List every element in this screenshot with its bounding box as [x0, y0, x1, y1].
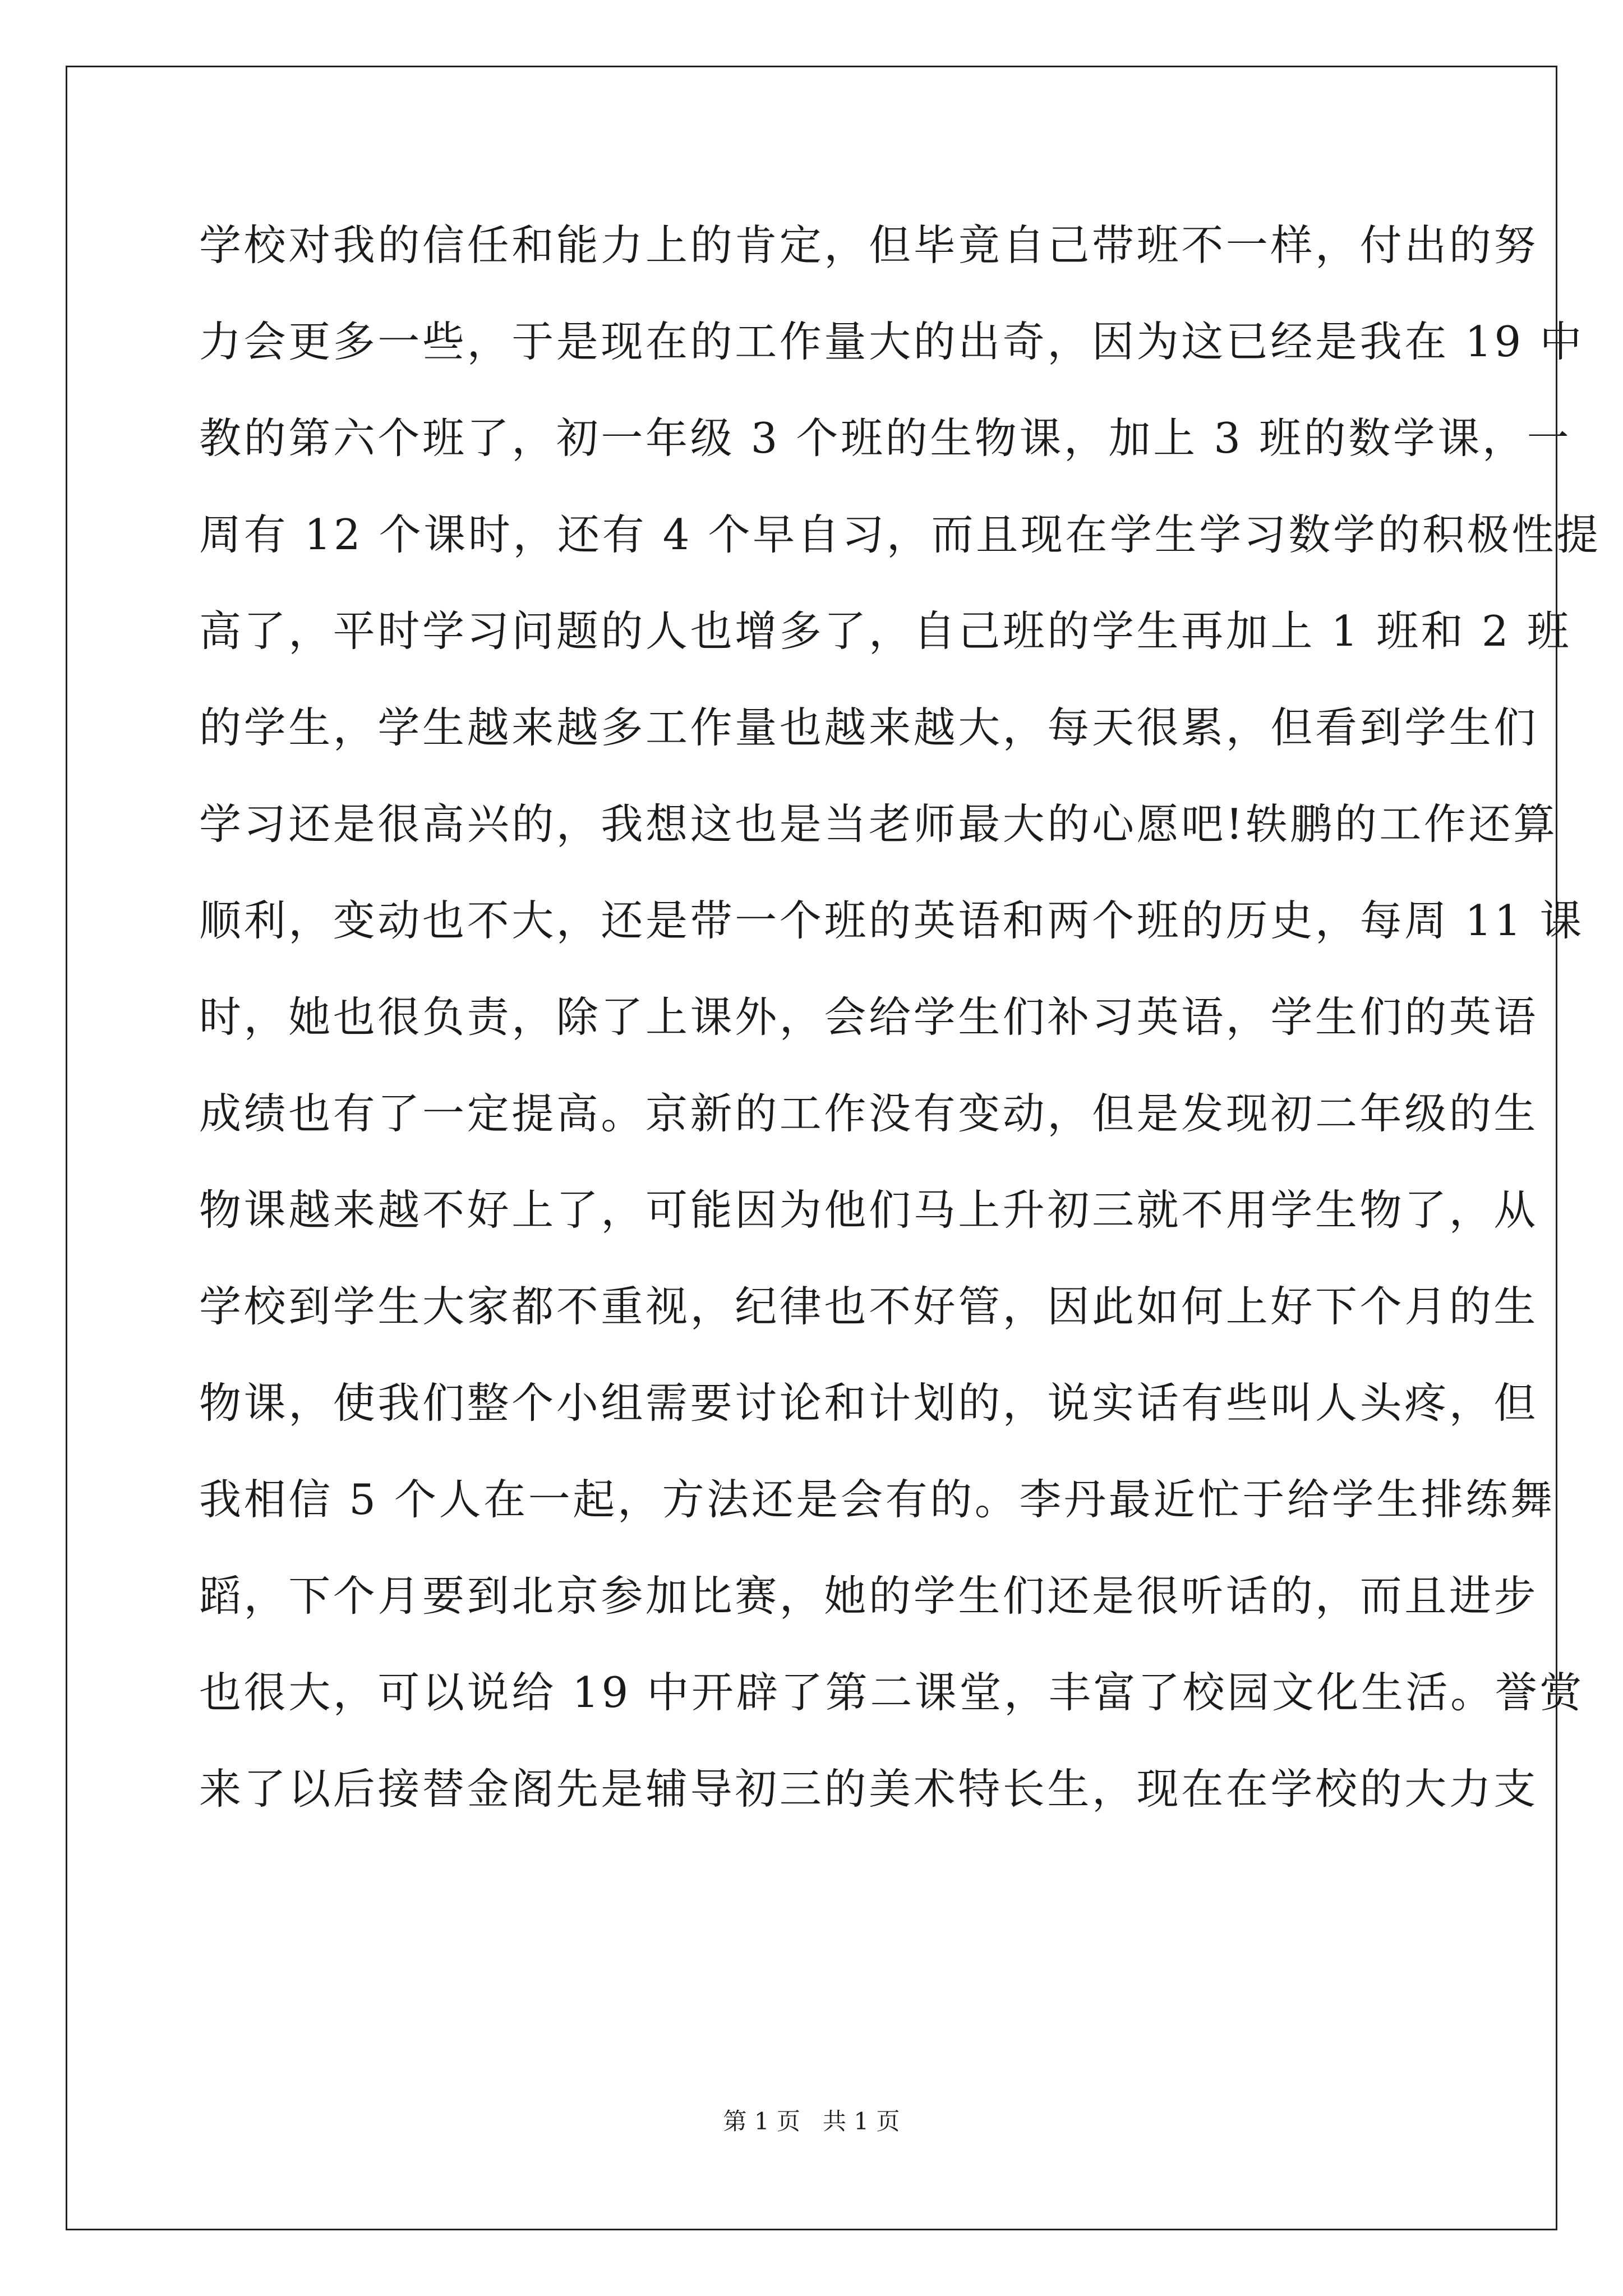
- page-footer: [0, 2105, 1623, 2138]
- text-line: 高了，平时学习问题的人也增多了，自己班的学生再加上 1 班和 2 班: [199, 606, 1572, 656]
- text-line: 我相信 5 个人在一起，方法还是会有的。李丹最近忙于给学生排练舞: [199, 1475, 1555, 1524]
- text-line: 时，她也很负责，除了上课外，会给学生们补习英语，学生们的英语: [199, 992, 1539, 1042]
- text-line: 学习还是很高兴的，我想这也是当老师最大的心愿吧!轶鹏的工作还算: [199, 799, 1558, 849]
- page-number: 第 1 页: [723, 2108, 800, 2135]
- page-total: 共 1 页: [823, 2108, 900, 2135]
- document-body: [199, 212, 1601, 1852]
- text-line: 顺利，变动也不大，还是带一个班的英语和两个班的历史，每周 11 课: [199, 896, 1584, 945]
- text-line: 成绩也有了一定提高。京新的工作没有变动，但是发现初二年级的生: [199, 1089, 1539, 1138]
- text-line: 来了以后接替金阁先是辅导初三的美术特长生，现在在学校的大力支: [199, 1764, 1539, 1814]
- text-line: 学校到学生大家都不重视，纪律也不好管，因此如何上好下个月的生: [199, 1282, 1539, 1331]
- text-line: 物课越来越不好上了，可能因为他们马上升初三就不用学生物了，从: [199, 1185, 1539, 1235]
- text-line: 蹈，下个月要到北京参加比赛，她的学生们还是很听话的，而且进步: [199, 1571, 1539, 1621]
- text-line: 也很大，可以说给 19 中开辟了第二课堂，丰富了校园文化生活。誉赏: [199, 1668, 1584, 1717]
- text-line: 教的第六个班了，初一年级 3 个班的生物课，加上 3 班的数学课，一: [199, 413, 1572, 463]
- text-line: 的学生，学生越来越多工作量也越来越大，每天很累，但看到学生们: [199, 703, 1539, 752]
- text-line: 周有 12 个课时，还有 4 个早自习，而且现在学生学习数学的积极性提: [199, 510, 1601, 559]
- text-line: 学校对我的信任和能力上的肯定，但毕竟自己带班不一样，付出的努: [199, 220, 1539, 270]
- text-line: 力会更多一些，于是现在的工作量大的出奇，因为这已经是我在 19 中: [199, 317, 1584, 366]
- text-line: 物课，使我们整个小组需要讨论和计划的，说实话有些叫人头疼，但: [199, 1378, 1539, 1428]
